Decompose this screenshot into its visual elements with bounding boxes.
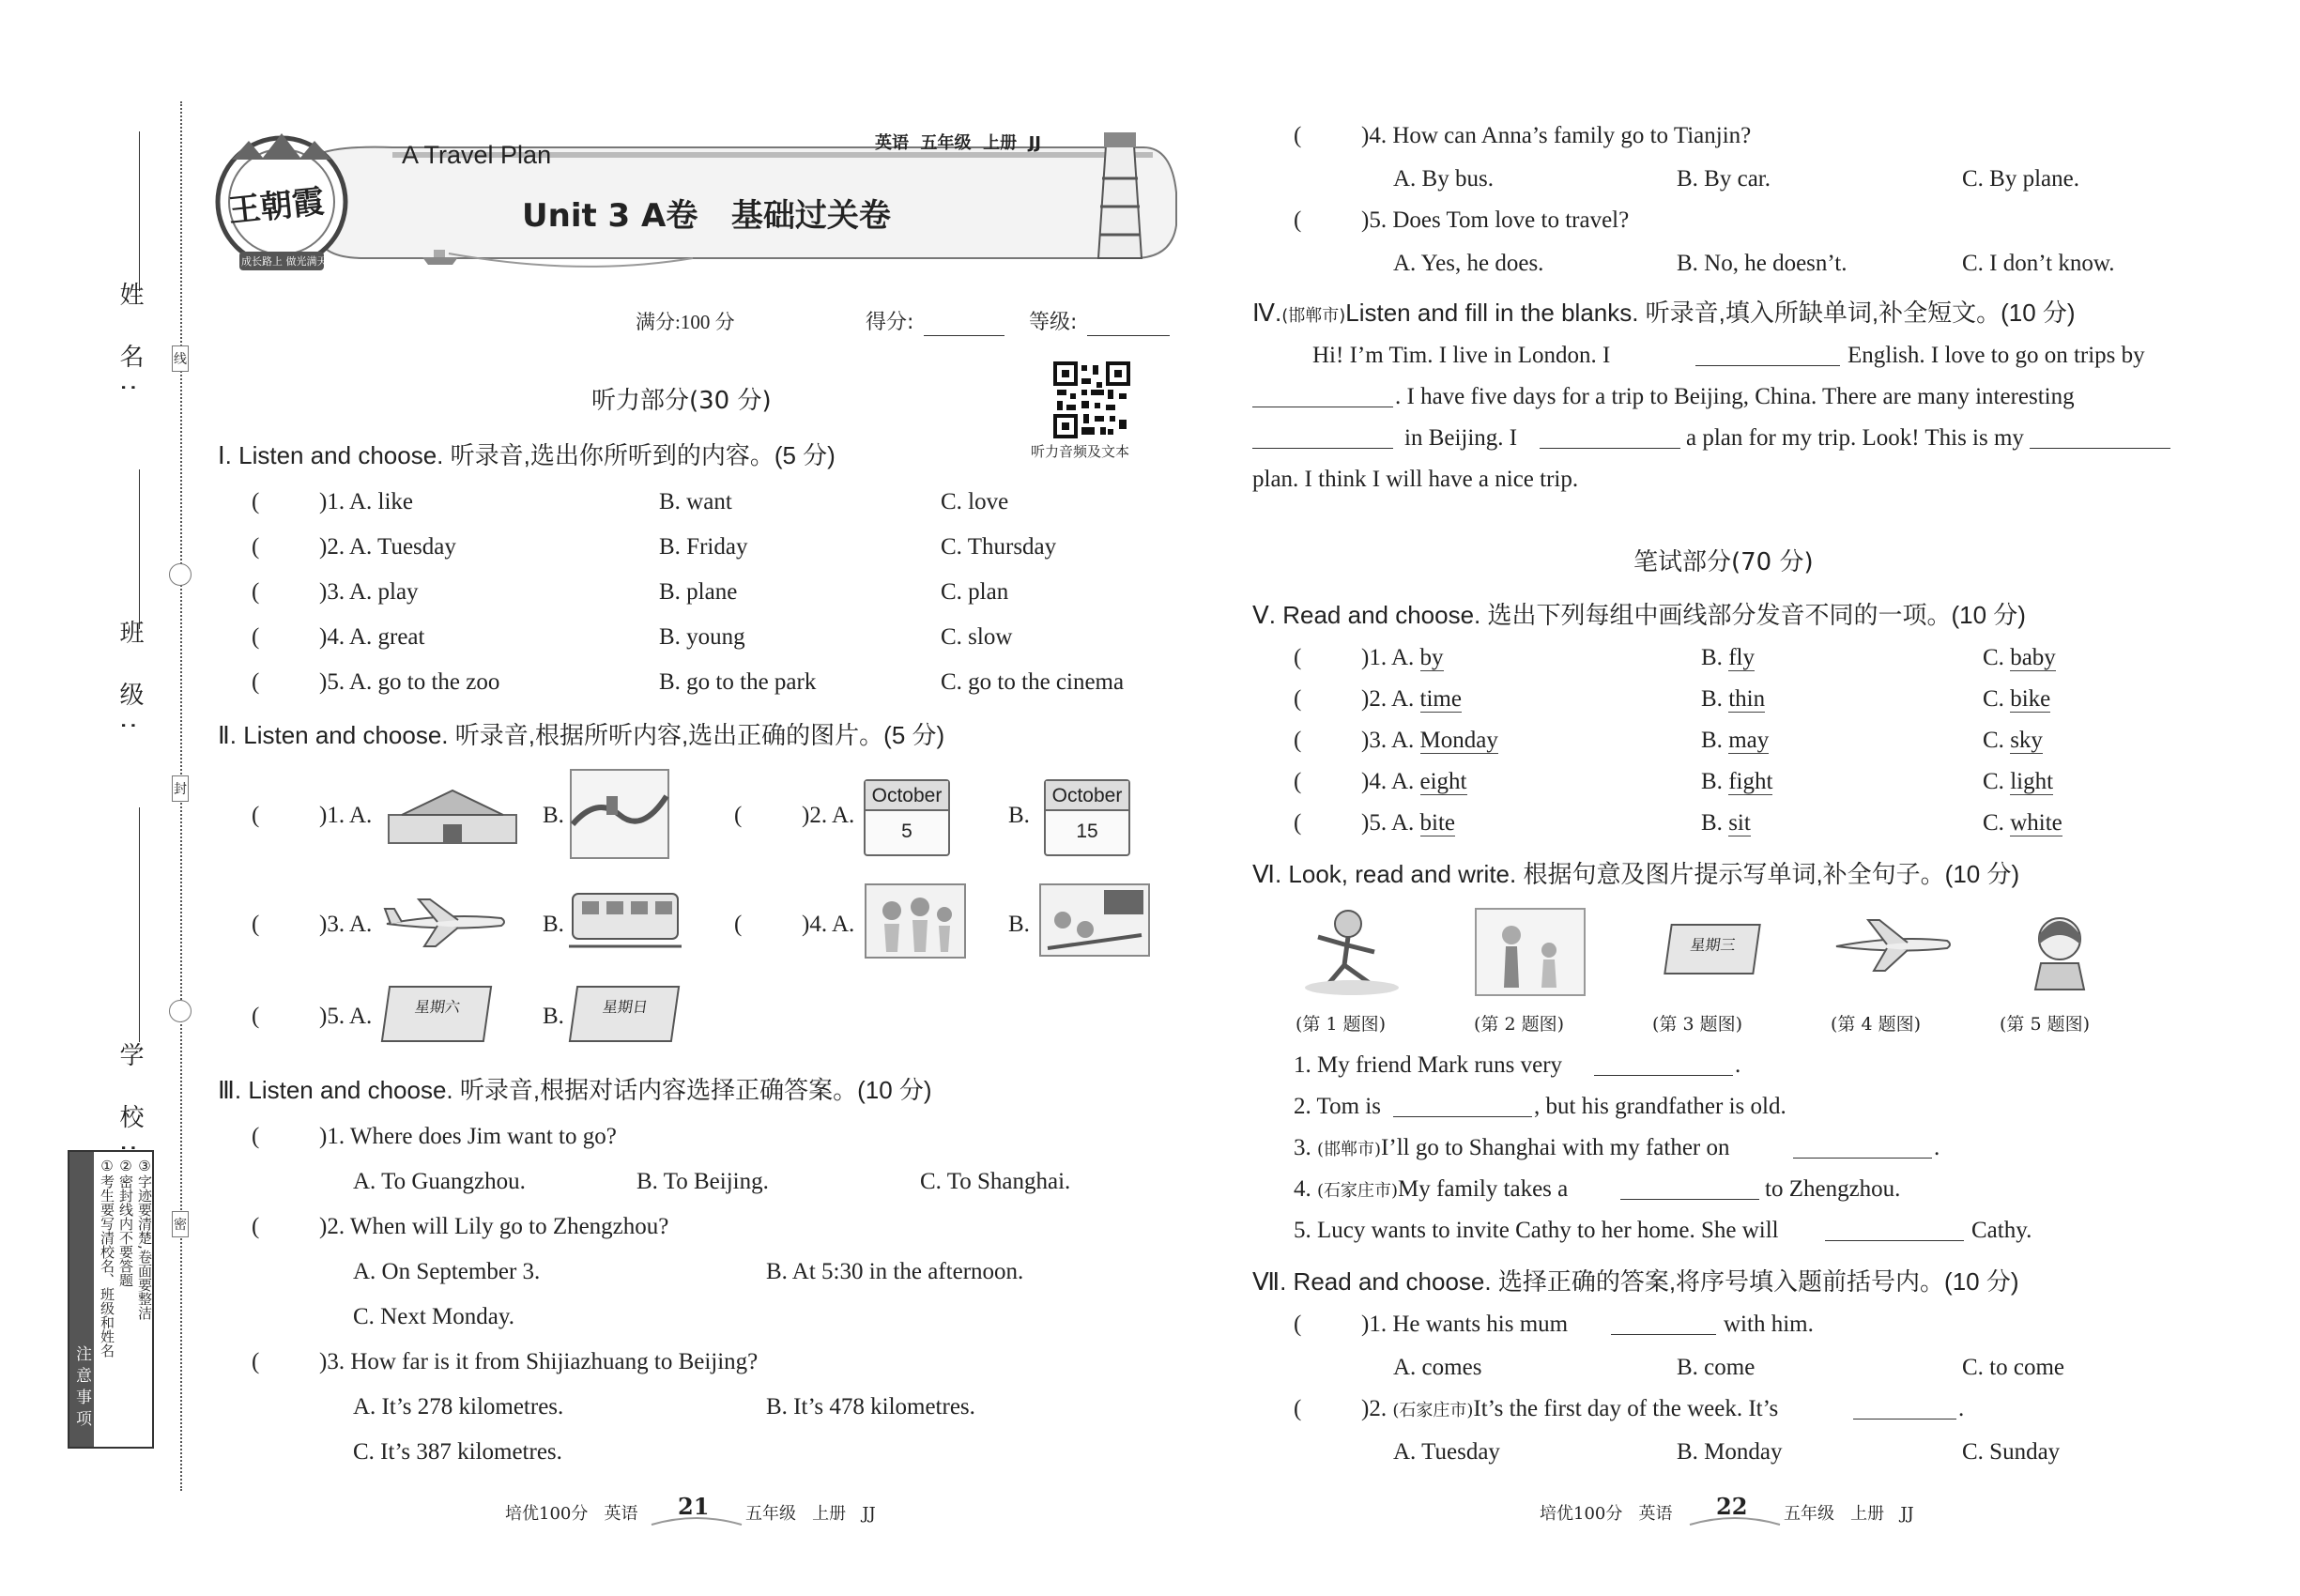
question-option-c: C. plan xyxy=(941,579,1009,605)
question-option-c: C. love xyxy=(941,489,1009,514)
page-number-right: 22 xyxy=(1716,1493,1748,1520)
calendar-october-5 xyxy=(864,779,950,856)
grade-label: 等级: xyxy=(1029,311,1078,334)
answer-paren[interactable]: ( xyxy=(252,1004,260,1029)
passage-text: Hi! I’m Tim. I live in London. I xyxy=(1312,343,1611,368)
option-b-label: B. xyxy=(1008,803,1030,828)
passage-text: in Beijing. I xyxy=(1404,425,1518,451)
option-word: time xyxy=(1419,686,1462,712)
option-word: sky xyxy=(2010,728,2043,753)
blank-field[interactable] xyxy=(1594,1055,1733,1076)
option-word: eight xyxy=(1419,769,1467,794)
option-b: B. come xyxy=(1677,1355,1756,1380)
question-text: )1. Where does Jim want to go? xyxy=(319,1124,617,1149)
logo-text: 王朝霞 xyxy=(226,182,327,231)
option-a: A. To Guangzhou. xyxy=(353,1169,526,1194)
question-option-b: B. young xyxy=(659,624,745,650)
passage-text: a plan for my trip. Look! This is my xyxy=(1686,425,2024,451)
option-b: B. It’s 478 kilometres. xyxy=(766,1394,975,1420)
question-option-a: )5. A. go to the zoo xyxy=(319,669,500,695)
option-c xyxy=(1983,811,2062,835)
sentence-text xyxy=(1294,1177,1568,1201)
question-option-c: C. go to the cinema xyxy=(941,669,1125,695)
option-c: C. Sunday xyxy=(1962,1439,2061,1465)
option-b-label: B. xyxy=(543,803,564,828)
option-a: A. comes xyxy=(1393,1355,1482,1380)
question-number: )2. xyxy=(1361,1396,1393,1421)
blank-field[interactable] xyxy=(2030,428,2170,449)
option-prefix: C. xyxy=(1983,810,2011,836)
option-c xyxy=(1983,770,2053,793)
airplane-image xyxy=(381,894,509,950)
question-text: . xyxy=(1958,1396,1965,1421)
option-a: A. By bus. xyxy=(1393,166,1494,192)
answer-paren[interactable]: ( xyxy=(1294,207,1302,233)
book-meta: 英语 五年级 上册 JJ xyxy=(875,133,1041,153)
question-option-c: C. Thursday xyxy=(941,534,1057,560)
question-body: It’s the first day of the week. It’s xyxy=(1473,1396,1779,1421)
grade-field[interactable] xyxy=(1087,315,1170,336)
blank-field[interactable] xyxy=(1611,1314,1716,1335)
boy-and-grandpa-image xyxy=(1474,907,1587,997)
classroom-image xyxy=(1038,882,1151,958)
page-number-left: 21 xyxy=(678,1493,710,1520)
option-prefix: )5. A. xyxy=(1361,810,1420,836)
blank-field[interactable] xyxy=(1853,1399,1956,1420)
answer-paren[interactable]: ( xyxy=(1294,1396,1302,1421)
score-label: 得分: xyxy=(866,311,914,334)
option-b: B. By car. xyxy=(1677,166,1771,192)
option-c: C. to come xyxy=(1962,1355,2065,1380)
city-tag: (邯郸市) xyxy=(1281,306,1346,326)
city-tag: (石家庄市) xyxy=(1392,1401,1474,1420)
notice-line: ③字迹要清楚,卷面要整洁 xyxy=(136,1158,153,1320)
option-b-label: B. xyxy=(543,1004,564,1029)
punch-hole xyxy=(169,563,192,586)
passage-text: . I have five days for a trip to Beijing, China. There are many interesting xyxy=(1395,384,2075,409)
answer-paren[interactable]: ( xyxy=(252,534,260,560)
score-field[interactable] xyxy=(924,315,1004,336)
answer-paren[interactable]: ( xyxy=(1294,728,1302,753)
option-c xyxy=(1983,687,2050,711)
option-word: white xyxy=(2010,810,2062,836)
option-b: B. Monday xyxy=(1677,1439,1783,1465)
qr-code-icon[interactable] xyxy=(1053,361,1130,438)
option-word: fight xyxy=(1728,769,1773,794)
answer-paren[interactable]: ( xyxy=(1294,686,1302,712)
passage-text: plan. I think I will have a nice trip. xyxy=(1252,467,1579,492)
passage-text: English. I love to go on trips by xyxy=(1848,343,2145,368)
sentence-text: Cathy. xyxy=(1971,1218,2032,1243)
figure-caption: (第 4 题图) xyxy=(1831,1014,1921,1035)
figure-caption: (第 5 题图) xyxy=(2000,1014,2090,1035)
question-text xyxy=(1361,1397,1778,1420)
option-c xyxy=(1983,729,2043,752)
question-option-a: )3. A. play xyxy=(319,579,419,605)
option-a xyxy=(1361,770,1467,793)
calendar-day: 15 xyxy=(1076,821,1098,842)
option-b xyxy=(1701,687,1765,711)
option-a xyxy=(1361,811,1455,835)
option-prefix: )2. A. xyxy=(1361,686,1420,712)
option-prefix: C. xyxy=(1983,645,2011,670)
sentence-text: . xyxy=(1735,1052,1741,1078)
footer-swoosh-icon xyxy=(1688,1513,1782,1528)
question-text: )3. How far is it from Shijiazhuang to Beijing? xyxy=(319,1349,759,1374)
section-6-title: Ⅵ. Look, read and write. 根据句意及图片提示写单词,补全句子。(10 分) xyxy=(1252,860,2020,888)
blank-field[interactable] xyxy=(1793,1138,1932,1159)
question-option-c: C. slow xyxy=(941,624,1013,650)
answer-paren[interactable]: ( xyxy=(252,1124,260,1149)
option-word: may xyxy=(1728,728,1770,753)
option-b: B. No, he doesn’t. xyxy=(1677,251,1848,276)
answer-paren[interactable]: ( xyxy=(1294,1312,1302,1337)
option-a: A. On September 3. xyxy=(353,1259,541,1284)
section-1-title: Ⅰ. Listen and choose. 听录音,选出你所听到的内容。(5 分) xyxy=(218,441,836,469)
footer-swoosh-icon xyxy=(650,1513,744,1528)
answer-paren[interactable]: ( xyxy=(1294,123,1302,148)
school-label: 学 校: xyxy=(115,1042,144,1168)
airplane-image xyxy=(1831,913,1953,978)
answer-paren[interactable]: ( xyxy=(252,1349,260,1374)
answer-paren[interactable]: ( xyxy=(734,912,743,937)
question-option-b: B. plane xyxy=(659,579,738,605)
option-a xyxy=(1361,729,1498,752)
question-label: )5. A. xyxy=(319,1004,373,1029)
section-4-title xyxy=(1252,300,2076,325)
answer-paren[interactable]: ( xyxy=(252,1214,260,1239)
section-3-title: Ⅲ. Listen and choose. 听录音,根据对话内容选择正确答案。(10 分) xyxy=(218,1076,932,1104)
figure-caption: (第 1 题图) xyxy=(1296,1014,1386,1035)
page-title: Unit 3 A卷 基础过关卷 xyxy=(522,197,891,235)
question-text: with him. xyxy=(1724,1312,1814,1337)
question-option-b: B. want xyxy=(659,489,732,514)
option-c: C. It’s 387 kilometres. xyxy=(353,1439,562,1465)
answer-paren[interactable]: ( xyxy=(252,579,260,605)
sentence-text: 5. Lucy wants to invite Cathy to her home. She will xyxy=(1294,1218,1779,1243)
option-a xyxy=(1361,646,1444,669)
option-prefix: B. xyxy=(1701,769,1729,794)
sentence-text: 1. My friend Mark runs very xyxy=(1294,1052,1563,1078)
notice-line: ①考生要写清校名、班级和姓名 xyxy=(99,1158,115,1358)
figure-caption: (第 2 题图) xyxy=(1474,1014,1564,1035)
family-scene-image xyxy=(864,882,967,959)
punch-hole xyxy=(169,1000,192,1022)
figure-caption: (第 3 题图) xyxy=(1652,1014,1742,1035)
option-c: C. Next Monday. xyxy=(353,1304,514,1329)
option-b xyxy=(1701,646,1755,669)
footer-left-prefix: 培优100分 英语 xyxy=(505,1504,638,1524)
option-b-label: B. xyxy=(543,912,564,937)
written-heading: 笔试部分(70 分) xyxy=(1633,548,1814,576)
logo-subtitle: 成长路上 做光满天 xyxy=(241,255,328,268)
answer-paren[interactable]: ( xyxy=(1294,810,1302,836)
desk-calendar-sunday: 星期日 xyxy=(569,986,680,1042)
listening-heading: 听力部分(30 分) xyxy=(591,387,772,415)
question-option-a: )1. A. like xyxy=(319,489,413,514)
sentence-text xyxy=(1294,1136,1730,1159)
name-label: 姓 名: xyxy=(115,282,144,407)
qr-caption: 听力音频及文本 xyxy=(1031,443,1130,460)
option-a: A. It’s 278 kilometres. xyxy=(353,1394,564,1420)
option-b: B. At 5:30 in the afternoon. xyxy=(766,1259,1024,1284)
section-5-title: Ⅴ. Read and choose. 选出下列每组中画线部分发音不同的一项。(10 分) xyxy=(1252,601,2026,629)
option-word: baby xyxy=(2010,645,2056,670)
option-c: C. To Shanghai. xyxy=(920,1169,1071,1194)
option-word: fly xyxy=(1728,645,1755,670)
question-text: )4. How can Anna’s family go to Tianjin? xyxy=(1361,123,1752,148)
city-tag: (邯郸市) xyxy=(1317,1140,1382,1159)
answer-paren[interactable]: ( xyxy=(252,803,260,828)
question-label: )2. A. xyxy=(802,803,855,828)
option-b xyxy=(1701,729,1769,752)
train-image xyxy=(569,886,682,952)
section-number: Ⅳ. xyxy=(1252,299,1282,327)
blank-field[interactable] xyxy=(1620,1179,1759,1200)
notice-line: ②密封线内不要答题 xyxy=(117,1158,134,1287)
sentence-text: , but his grandfather is old. xyxy=(1534,1094,1786,1119)
option-word: sit xyxy=(1728,810,1751,836)
option-b xyxy=(1701,811,1751,835)
option-prefix: )3. A. xyxy=(1361,728,1420,753)
blank-field[interactable] xyxy=(1393,1097,1532,1117)
topic-title: A Travel Plan xyxy=(402,141,552,169)
answer-paren[interactable]: ( xyxy=(1294,769,1302,794)
ship-icon xyxy=(421,246,460,267)
answer-paren[interactable]: ( xyxy=(734,803,743,828)
answer-paren[interactable]: ( xyxy=(252,669,260,695)
option-a xyxy=(1361,687,1462,711)
question-option-b: B. Friday xyxy=(659,534,748,560)
question-text: )2. When will Lily go to Zhengzhou? xyxy=(319,1214,669,1239)
sentence-body: My family takes a xyxy=(1398,1176,1569,1202)
answer-paren[interactable]: ( xyxy=(252,489,260,514)
option-prefix: C. xyxy=(1983,769,2011,794)
option-prefix: C. xyxy=(1983,686,2011,712)
sentence-text: 2. Tom is xyxy=(1294,1094,1381,1119)
sentence-text: . xyxy=(1934,1135,1940,1160)
full-score: 满分:100 分 xyxy=(636,311,735,333)
name-line xyxy=(139,131,140,291)
blank-field[interactable] xyxy=(1252,428,1393,449)
footer-left-suffix: 五年级 上册 JJ xyxy=(745,1504,876,1524)
option-b-label: B. xyxy=(1008,912,1030,937)
option-a: A. Yes, he does. xyxy=(1393,251,1544,276)
option-word: Monday xyxy=(1419,728,1498,753)
option-word: bike xyxy=(2010,686,2051,712)
sentence-body: I’ll go to Shanghai with my father on xyxy=(1381,1135,1730,1160)
calendar-month: October xyxy=(866,781,948,811)
great-wall-image xyxy=(569,768,670,860)
question-option-b: B. go to the park xyxy=(659,669,817,695)
section-7-title: Ⅶ. Read and choose. 选择正确的答案,将序号填入题前括号内。(10 分) xyxy=(1252,1267,2019,1296)
gate-tower-image xyxy=(383,781,522,847)
footer-right-suffix: 五年级 上册 JJ xyxy=(1784,1504,1914,1524)
question-label: )3. A. xyxy=(319,912,373,937)
footer-right-prefix: 培优100分 英语 xyxy=(1540,1504,1673,1524)
section-2-title: Ⅱ. Listen and choose. 听录音,根据所听内容,选出正确的图片。(5 分) xyxy=(218,721,945,749)
question-label: )4. A. xyxy=(802,912,855,937)
option-prefix: B. xyxy=(1701,645,1729,670)
city-tag: (石家庄市) xyxy=(1317,1181,1399,1201)
running-boy-image xyxy=(1296,903,1408,997)
question-option-a: )2. A. Tuesday xyxy=(319,534,456,560)
class-label: 班 级: xyxy=(115,620,144,745)
option-b xyxy=(1701,770,1772,793)
blank-field[interactable] xyxy=(1252,387,1393,407)
section-text: Listen and fill in the blanks. 听录音,填入所缺单词,补全短文。(10 分) xyxy=(1345,299,2076,327)
calendar-month: October xyxy=(1046,781,1128,811)
option-word: by xyxy=(1419,645,1444,670)
answer-paren[interactable]: ( xyxy=(1294,645,1302,670)
option-prefix: B. xyxy=(1701,728,1729,753)
option-c xyxy=(1983,646,2056,669)
desk-calendar-wednesday: 星期三 xyxy=(1664,924,1761,974)
girl-image xyxy=(2022,907,2097,991)
question-label: )1. A. xyxy=(319,803,373,828)
blank-field[interactable] xyxy=(1540,428,1680,449)
question-text: )1. He wants his mum xyxy=(1361,1312,1569,1337)
blank-field[interactable] xyxy=(1825,1220,1964,1241)
option-a: A. Tuesday xyxy=(1393,1439,1500,1465)
option-word: light xyxy=(2010,769,2054,794)
cut-mark: 封 xyxy=(172,775,189,802)
option-c: C. By plane. xyxy=(1962,166,2079,192)
school-line xyxy=(139,807,140,1042)
calendar-day: 5 xyxy=(901,821,912,842)
question-text: )5. Does Tom love to travel? xyxy=(1361,207,1630,233)
option-prefix: B. xyxy=(1701,810,1729,836)
desk-calendar-saturday: 星期六 xyxy=(381,986,492,1042)
option-prefix: )1. A. xyxy=(1361,645,1420,670)
answer-paren[interactable]: ( xyxy=(252,624,260,650)
blank-field[interactable] xyxy=(1695,345,1840,366)
option-word: bite xyxy=(1419,810,1455,836)
cut-mark: 线 xyxy=(172,345,189,372)
answer-paren[interactable]: ( xyxy=(252,912,260,937)
sentence-number: 4. xyxy=(1294,1176,1317,1202)
option-prefix: )4. A. xyxy=(1361,769,1420,794)
option-prefix: C. xyxy=(1983,728,2011,753)
calendar-october-15 xyxy=(1044,779,1130,856)
sentence-text: to Zhengzhou. xyxy=(1765,1176,1901,1202)
question-option-a: )4. A. great xyxy=(319,624,425,650)
option-prefix: B. xyxy=(1701,686,1729,712)
lighthouse-icon xyxy=(1078,127,1162,268)
option-word: thin xyxy=(1728,686,1766,712)
option-c: C. I don’t know. xyxy=(1962,251,2115,276)
sentence-number: 3. xyxy=(1294,1135,1317,1160)
notice-title: 注意事项 xyxy=(69,1152,94,1447)
class-line xyxy=(139,469,140,629)
option-b: B. To Beijing. xyxy=(636,1169,769,1194)
notice-box xyxy=(68,1150,154,1449)
cut-mark: 密 xyxy=(172,1211,189,1237)
